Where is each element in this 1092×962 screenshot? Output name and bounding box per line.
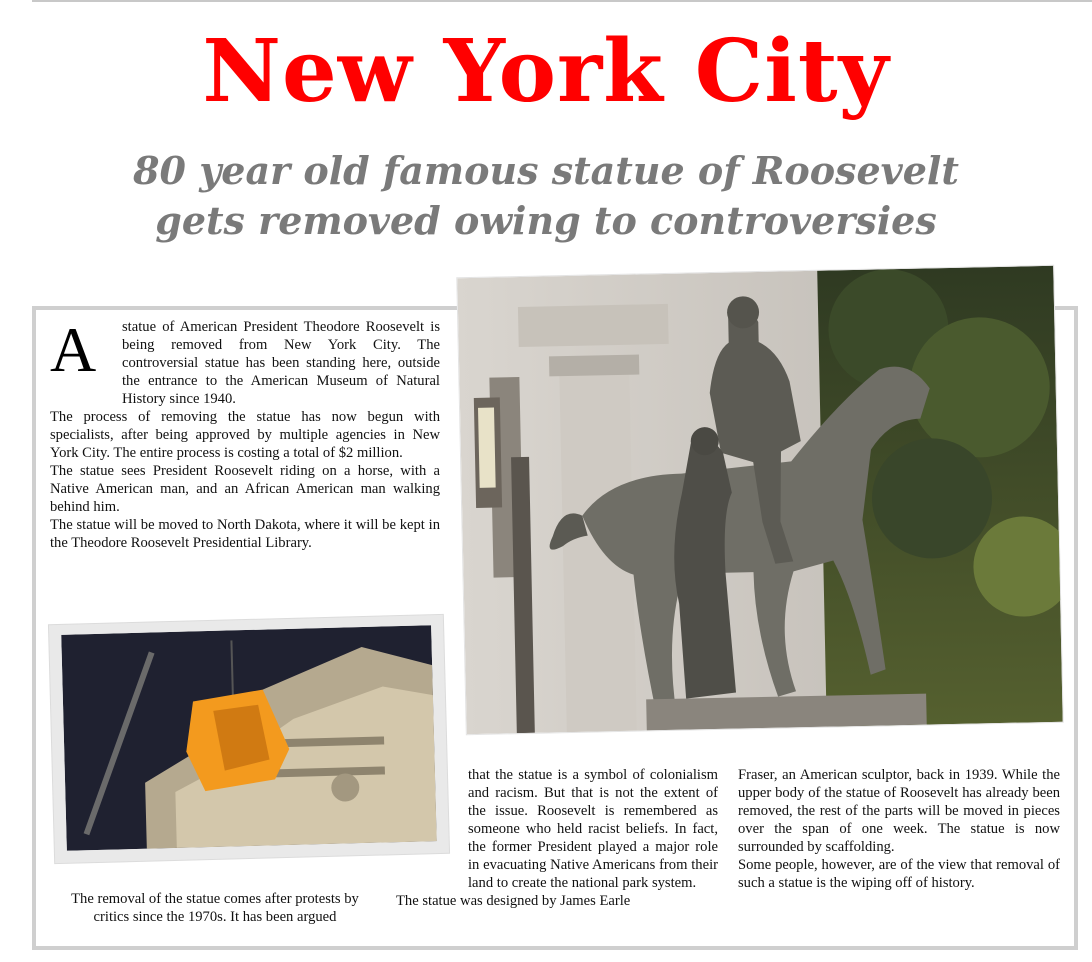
page-title: New York City [202,21,890,122]
page-subtitle [0,146,1092,246]
article-column-2 [52,890,378,926]
paragraph-3: The statue sees President Roosevelt riding on a horse, with a Native American man, and an African American man walking behind him. [50,463,440,515]
paragraph-1: statue of American President Theodore Roosevelt is being removed from New York City. The controversial statue has been standing here, outside the entrance to the American Museum of Natural History since 1940. [122,319,440,407]
paragraph-4: The statue will be moved to North Dakota, where it will be kept in the Theodore Roosevelt Presidential Library. [50,517,440,551]
statue-photo-illustration [457,266,1062,734]
paragraph-6: that the statue is a symbol of colonialism and racism. But that is not the extent of the issue. Roosevelt is remembered as someone who held racist beliefs. In fact, the former President played a major role in evacuating Native Americans from their land to create the national park system. [468,767,718,891]
paragraph-5: The removal of the statue comes after protests by critics since the 1970s. It has been argued [71,891,359,925]
paragraph-9: Some people, however, are of the view that removal of such a statue is the wiping off of history. [738,857,1060,891]
article-column-1 [50,314,440,552]
paragraph-2: The process of removing the statue has now begun with specialists, after being approved by multiple agencies in New York City. The entire process is costing a total of $2 million. [50,409,440,461]
paragraph-7: The statue was designed by James Earle [396,893,631,909]
article-column-4 [738,766,1060,892]
top-rule [32,0,1092,2]
subtitle-line-1: 80 year old famous statue of Roosevelt [133,148,959,193]
article-column-3 [396,766,718,910]
removal-photo-illustration [61,625,437,851]
statue-photo [457,266,1062,734]
removal-photo [49,615,449,863]
subtitle-line-2: gets removed owing to controversies [155,198,937,243]
paragraph-8: Fraser, an American sculptor, back in 1939. While the upper body of the statue of Roosevelt has already been removed, the rest of the parts will be moved in pieces over the span of one week. The statue is now surrounded by scaffolding. [738,767,1060,855]
drop-cap: A [50,314,97,385]
